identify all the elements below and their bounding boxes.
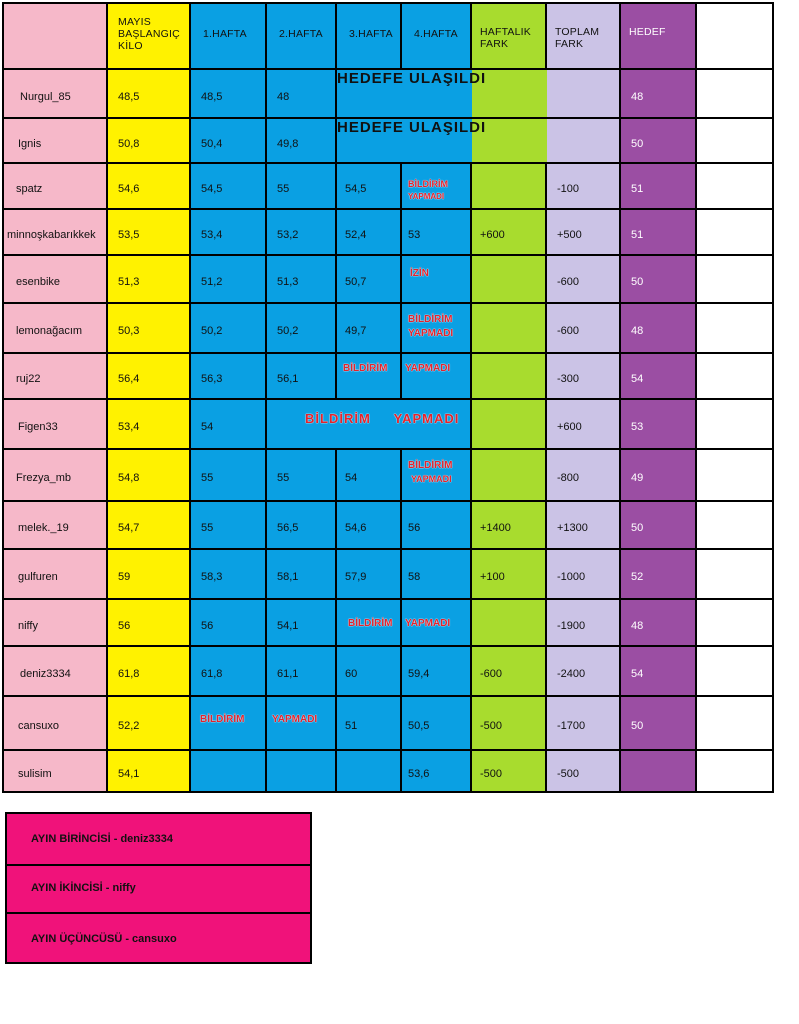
week1-value: 55	[201, 472, 214, 484]
week4-cell	[400, 500, 472, 550]
week2-value: 51,3	[277, 276, 299, 288]
week1-value: 50,2	[201, 325, 223, 337]
target-value: 53	[631, 421, 644, 433]
weekly-diff-value: -600	[480, 668, 503, 680]
name-value: deniz3334	[20, 668, 71, 680]
week2-cell	[265, 208, 337, 256]
week4-value: 59,4	[408, 668, 430, 680]
start-weight-value: 50,3	[118, 325, 140, 337]
name-cell	[2, 645, 108, 697]
start-weight-cell	[106, 448, 191, 502]
name-value: esenbike	[16, 276, 61, 288]
week2-cell	[265, 448, 337, 502]
empty-cell	[695, 500, 774, 550]
total-diff-cell	[545, 162, 621, 210]
header-name-cell	[2, 2, 108, 70]
week2-cell	[265, 645, 337, 697]
name-value: ruj22	[16, 373, 41, 385]
name-cell	[2, 448, 108, 502]
total-diff-value: -1900	[557, 620, 586, 632]
total-diff-cell	[545, 749, 621, 793]
start-weight-cell	[106, 548, 191, 600]
empty-cell	[695, 162, 774, 210]
status-note: YAPMADI	[408, 328, 454, 339]
name-cell	[2, 302, 108, 354]
start-weight-value: 61,8	[118, 668, 140, 680]
header-week4-cell	[400, 2, 472, 70]
name-value: spatz	[16, 183, 43, 195]
target-value: 51	[631, 229, 644, 241]
start-weight-cell	[106, 208, 191, 256]
week3-value: 52,4	[345, 229, 367, 241]
weekly-diff-value: -500	[480, 720, 503, 732]
total-diff-cell	[545, 695, 621, 751]
start-weight-cell	[106, 695, 191, 751]
header-target-cell	[619, 2, 697, 70]
header-weekly-diff-cell	[470, 2, 547, 70]
week1-value: 50,4	[201, 138, 223, 150]
start-weight-value: 53,5	[118, 229, 140, 241]
week1-cell	[189, 117, 267, 164]
weekly-diff-cell	[470, 645, 547, 697]
week1-cell	[189, 749, 267, 793]
ranking-row-1	[5, 812, 312, 866]
week1-value: 58,3	[201, 571, 223, 583]
empty-cell	[695, 117, 774, 164]
target-cell	[619, 117, 697, 164]
target-cell	[619, 548, 697, 600]
total-diff-value: -500	[557, 768, 580, 780]
target-value: 50	[631, 720, 644, 732]
total-diff-cell	[545, 302, 621, 354]
ranking-row-2	[5, 864, 312, 914]
week1-value: 54,5	[201, 183, 223, 195]
name-value: Frezya_mb	[16, 472, 72, 484]
week4-cell	[400, 548, 472, 600]
target-cell	[619, 254, 697, 304]
target-cell	[619, 598, 697, 647]
header-week3-cell	[335, 2, 402, 70]
total-diff-cell	[545, 352, 621, 400]
name-cell	[2, 749, 108, 793]
week2-cell	[265, 598, 337, 647]
goal-reached-merged-cell	[335, 68, 621, 119]
week2-cell	[265, 254, 337, 304]
target-value: 48	[631, 620, 644, 632]
week4-value: 58	[408, 571, 421, 583]
start-weight-value: 51,3	[118, 276, 140, 288]
week3-cell	[335, 548, 402, 600]
weekly-diff-cell	[470, 448, 547, 502]
total-diff-value: -100	[557, 183, 580, 195]
week4-value: 56	[408, 522, 421, 534]
week2-value: 56,1	[277, 373, 299, 385]
week2-cell	[265, 302, 337, 354]
total-diff-cell	[545, 645, 621, 697]
week2-cell	[265, 500, 337, 550]
weekly-diff-cell	[470, 500, 547, 550]
name-value: lemonağacım	[16, 325, 83, 337]
week3-cell	[335, 254, 402, 304]
name-cell	[2, 548, 108, 600]
start-weight-cell	[106, 749, 191, 793]
column-header: 2.HAFTA	[279, 28, 323, 40]
empty-cell	[695, 208, 774, 256]
empty-cell	[695, 352, 774, 400]
total-diff-value: -600	[557, 325, 580, 337]
start-weight-value: 54,8	[118, 472, 140, 484]
column-header: MAYIS BAŞLANGIÇ KİLO	[118, 16, 180, 53]
header-total-diff-cell	[545, 2, 621, 70]
week1-cell	[189, 645, 267, 697]
week1-value: 56,3	[201, 373, 223, 385]
week2-value: 58,1	[277, 571, 299, 583]
weekly-diff-value: +1400	[480, 522, 511, 534]
column-header: HAFTALIK FARK	[480, 26, 531, 51]
name-cell	[2, 500, 108, 550]
week1-cell	[189, 598, 267, 647]
status-note: YAPMADI	[411, 474, 452, 484]
week3-value: 54	[345, 472, 358, 484]
start-weight-value: 50,8	[118, 138, 140, 150]
target-value: 48	[631, 325, 644, 337]
status-note: YAPMADI	[405, 363, 451, 374]
weekly-diff-cell	[470, 208, 547, 256]
name-cell	[2, 117, 108, 164]
name-value: minnoşkabarıkkek	[7, 229, 96, 241]
start-weight-cell	[106, 645, 191, 697]
name-value: sulisim	[18, 768, 52, 780]
header-empty-cell	[695, 2, 774, 70]
start-weight-value: 48,5	[118, 91, 140, 103]
total-diff-cell	[545, 208, 621, 256]
week2-cell	[265, 749, 337, 793]
total-diff-value: -600	[557, 276, 580, 288]
goal-reached-label: HEDEFE ULAŞILDI	[337, 119, 487, 136]
weekly-diff-cell	[470, 749, 547, 793]
week4-cell	[400, 749, 472, 793]
empty-cell	[695, 398, 774, 450]
status-note: YAPMADI	[408, 192, 445, 201]
week3-cell	[335, 208, 402, 256]
week3-cell	[335, 749, 402, 793]
column-header: 1.HAFTA	[203, 28, 247, 40]
week1-value: 56	[201, 620, 214, 632]
week1-cell	[189, 162, 267, 210]
weekly-diff-cell	[470, 352, 547, 400]
week2-cell	[265, 117, 337, 164]
week3-value: 54,6	[345, 522, 367, 534]
week2-value: 48	[277, 91, 290, 103]
week2-value: 49,8	[277, 138, 299, 150]
start-weight-cell	[106, 500, 191, 550]
name-value: gulfuren	[18, 571, 58, 583]
start-weight-cell	[106, 117, 191, 164]
no-report-merged-cell	[265, 398, 472, 450]
target-cell	[619, 695, 697, 751]
status-note: BİLDİRİM	[348, 618, 393, 629]
target-cell	[619, 352, 697, 400]
week3-cell	[335, 645, 402, 697]
week3-value: 50,7	[345, 276, 367, 288]
week4-cell	[400, 208, 472, 256]
week2-value: 54,1	[277, 620, 299, 632]
status-note: YAPMADI	[272, 714, 318, 725]
start-weight-value: 53,4	[118, 421, 140, 433]
weekly-diff-cell	[470, 548, 547, 600]
no-report-label: BİLDİRİM YAPMADI	[305, 411, 460, 426]
name-cell	[2, 208, 108, 256]
week4-value: 50,5	[408, 720, 430, 732]
weekly-diff-cell	[470, 598, 547, 647]
name-cell	[2, 352, 108, 400]
total-diff-cell	[545, 548, 621, 600]
weekly-diff-value: -500	[480, 768, 503, 780]
total-diff-cell	[545, 398, 621, 450]
weekly-diff-value: +100	[480, 571, 505, 583]
name-cell	[2, 598, 108, 647]
name-cell	[2, 398, 108, 450]
week1-cell	[189, 352, 267, 400]
goal-reached-merged-cell	[335, 117, 621, 164]
start-weight-cell	[106, 254, 191, 304]
status-note: BİLDİRİM	[408, 314, 453, 325]
weekly-diff-cell	[470, 162, 547, 210]
start-weight-cell	[106, 598, 191, 647]
start-weight-value: 54,6	[118, 183, 140, 195]
week2-cell	[265, 68, 337, 119]
target-cell	[619, 500, 697, 550]
status-note: YAPMADI	[405, 618, 451, 629]
ranking-label: AYIN ÜÇÜNCÜSÜ - cansuxo	[31, 933, 177, 945]
name-value: Nurgul_85	[20, 91, 71, 103]
week3-value: 60	[345, 668, 358, 680]
total-diff-value: -2400	[557, 668, 586, 680]
start-weight-cell	[106, 398, 191, 450]
week2-value: 50,2	[277, 325, 299, 337]
week4-cell	[400, 645, 472, 697]
week3-cell	[335, 448, 402, 502]
empty-cell	[695, 448, 774, 502]
empty-cell	[695, 645, 774, 697]
name-value: Figen33	[18, 421, 58, 433]
weekly-diff-cell	[470, 695, 547, 751]
ranking-label: AYIN BİRİNCİSİ - deniz3334	[31, 833, 174, 845]
week2-value: 55	[277, 472, 290, 484]
target-value: 50	[631, 138, 644, 150]
name-value: Ignis	[18, 138, 42, 150]
name-cell	[2, 695, 108, 751]
week1-value: 48,5	[201, 91, 223, 103]
week1-value: 55	[201, 522, 214, 534]
week3-value: 54,5	[345, 183, 367, 195]
week1-cell	[189, 448, 267, 502]
start-weight-value: 54,7	[118, 522, 140, 534]
empty-cell	[695, 749, 774, 793]
total-diff-value: +600	[557, 421, 582, 433]
weekly-diff-cell	[470, 254, 547, 304]
week1-value: 51,2	[201, 276, 223, 288]
total-diff-value: +500	[557, 229, 582, 241]
total-diff-value: +1300	[557, 522, 588, 534]
header-week1-cell	[189, 2, 267, 70]
name-value: niffy	[18, 620, 38, 632]
target-cell	[619, 645, 697, 697]
weekly-diff-cell	[470, 302, 547, 354]
empty-cell	[695, 254, 774, 304]
status-note: BİLDİRİM	[408, 179, 448, 189]
target-value: 50	[631, 522, 644, 534]
column-header: 4.HAFTA	[414, 28, 458, 40]
start-weight-value: 56	[118, 620, 131, 632]
week2-value: 56,5	[277, 522, 299, 534]
empty-cell	[695, 548, 774, 600]
target-cell	[619, 448, 697, 502]
week1-cell	[189, 68, 267, 119]
week1-value: 53,4	[201, 229, 223, 241]
column-header: TOPLAM FARK	[555, 26, 600, 51]
week3-cell	[335, 162, 402, 210]
status-note: BİLDİRİM	[408, 460, 453, 471]
total-diff-cell	[545, 448, 621, 502]
total-diff-value: -300	[557, 373, 580, 385]
week4-value: 53	[408, 229, 421, 241]
weekly-diff-cell	[470, 398, 547, 450]
target-value: 54	[631, 373, 644, 385]
target-value: 54	[631, 668, 644, 680]
total-diff-value: -800	[557, 472, 580, 484]
target-value: 48	[631, 91, 644, 103]
start-weight-cell	[106, 352, 191, 400]
empty-cell	[695, 695, 774, 751]
start-weight-value: 56,4	[118, 373, 140, 385]
week3-cell	[335, 500, 402, 550]
name-cell	[2, 254, 108, 304]
week3-cell	[335, 302, 402, 354]
column-header: 3.HAFTA	[349, 28, 393, 40]
week1-cell	[189, 254, 267, 304]
empty-cell	[695, 302, 774, 354]
total-diff-cell	[545, 254, 621, 304]
target-cell	[619, 68, 697, 119]
header-start-weight-cell	[106, 2, 191, 70]
target-value: 50	[631, 276, 644, 288]
week1-cell	[189, 548, 267, 600]
week3-value: 57,9	[345, 571, 367, 583]
total-diff-cell	[545, 500, 621, 550]
week2-value: 55	[277, 183, 290, 195]
start-weight-value: 52,2	[118, 720, 140, 732]
week3-value: 51	[345, 720, 358, 732]
week4-value: 53,6	[408, 768, 430, 780]
status-note: İZİN	[410, 268, 429, 279]
name-value: cansuxo	[18, 720, 59, 732]
week4-cell	[400, 352, 472, 400]
week3-value: 49,7	[345, 325, 367, 337]
week1-cell	[189, 500, 267, 550]
ranking-label: AYIN İKİNCİSİ - niffy	[31, 882, 136, 894]
total-diff-cell	[545, 598, 621, 647]
start-weight-value: 59	[118, 571, 131, 583]
name-value: melek._19	[18, 522, 69, 534]
name-cell	[2, 68, 108, 119]
start-weight-value: 54,1	[118, 768, 140, 780]
week3-cell	[335, 352, 402, 400]
header-week2-cell	[265, 2, 337, 70]
week1-cell	[189, 302, 267, 354]
status-note: BİLDİRİM	[343, 363, 388, 374]
empty-cell	[695, 598, 774, 647]
week2-value: 61,1	[277, 668, 299, 680]
name-cell	[2, 162, 108, 210]
week2-cell	[265, 352, 337, 400]
target-cell	[619, 749, 697, 793]
empty-cell	[695, 68, 774, 119]
start-weight-cell	[106, 68, 191, 119]
week1-value: 61,8	[201, 668, 223, 680]
total-diff-value: -1000	[557, 571, 586, 583]
target-value: 51	[631, 183, 644, 195]
target-cell	[619, 302, 697, 354]
goal-reached-label: HEDEFE ULAŞILDI	[337, 70, 487, 87]
weekly-diff-value: +600	[480, 229, 505, 241]
target-value: 52	[631, 571, 644, 583]
total-diff-value: -1700	[557, 720, 586, 732]
target-cell	[619, 208, 697, 256]
target-cell	[619, 162, 697, 210]
week2-cell	[265, 548, 337, 600]
ranking-row-3	[5, 912, 312, 964]
target-cell	[619, 398, 697, 450]
week1-cell	[189, 208, 267, 256]
week4-cell	[400, 254, 472, 304]
week1-cell	[189, 398, 267, 450]
status-note: BİLDİRİM	[200, 714, 245, 725]
week2-value: 53,2	[277, 229, 299, 241]
week2-cell	[265, 162, 337, 210]
start-weight-cell	[106, 302, 191, 354]
week3-cell	[335, 695, 402, 751]
target-value: 49	[631, 472, 644, 484]
start-weight-cell	[106, 162, 191, 210]
column-header: HEDEF	[629, 26, 666, 38]
week1-value: 54	[201, 421, 214, 433]
week4-cell	[400, 695, 472, 751]
